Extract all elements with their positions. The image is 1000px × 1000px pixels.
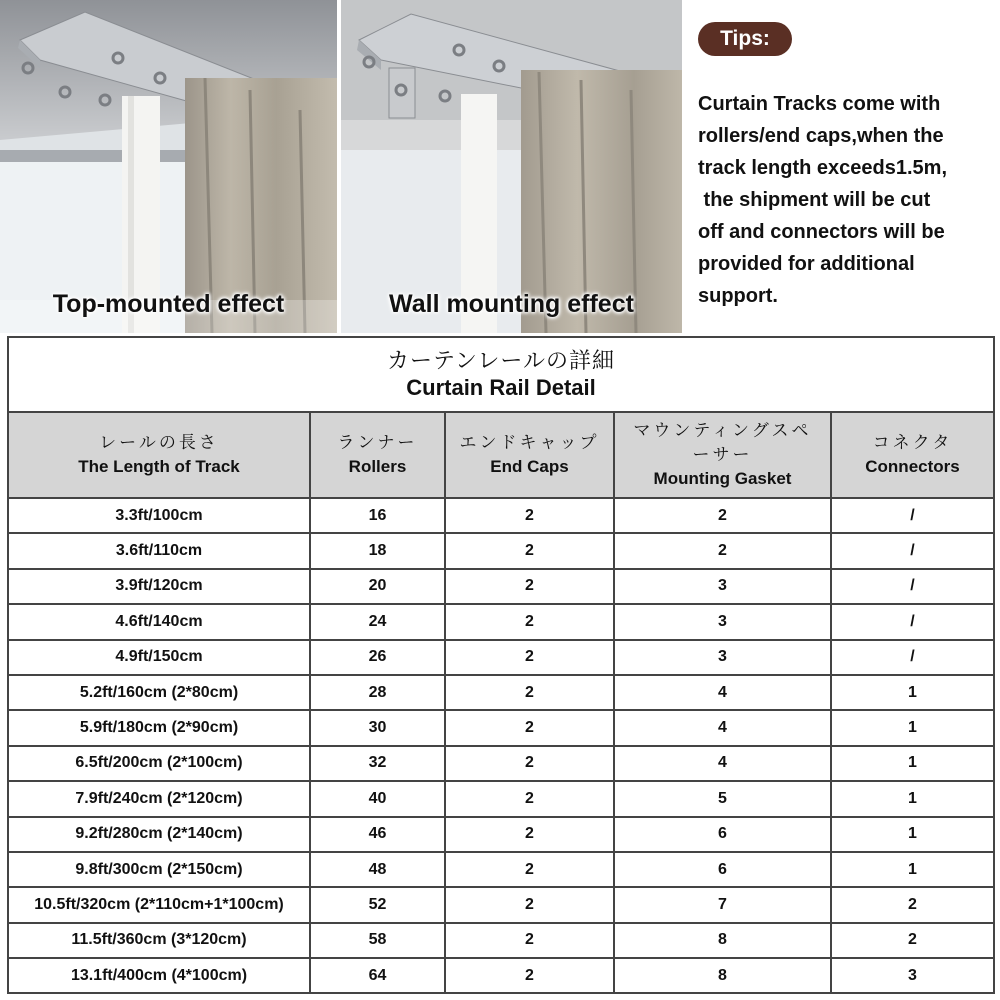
cell-end-caps: 2 [445, 569, 614, 604]
cell-track-length: 4.9ft/150cm [8, 640, 310, 675]
cell-connectors: / [831, 498, 994, 533]
top-mounted-photo [0, 0, 337, 333]
cell-connectors: 1 [831, 675, 994, 710]
cell-track-length: 10.5ft/320cm (2*110cm+1*100cm) [8, 887, 310, 922]
table-title [8, 337, 994, 412]
cell-rollers: 32 [310, 746, 445, 781]
wall-mounting-photo [341, 0, 682, 333]
cell-mounting-gasket: 5 [614, 781, 831, 816]
cell-connectors: 2 [831, 887, 994, 922]
tips-badge: Tips: [698, 22, 792, 56]
cell-end-caps: 2 [445, 817, 614, 852]
column-header-jp: レールの長さ [99, 433, 219, 452]
cell-end-caps: 2 [445, 852, 614, 887]
cell-rollers: 52 [310, 887, 445, 922]
cell-mounting-gasket: 4 [614, 675, 831, 710]
cell-end-caps: 2 [445, 675, 614, 710]
cell-connectors: / [831, 640, 994, 675]
table-row [8, 746, 994, 781]
column-header-jp: マウンティングスペーサー [633, 421, 812, 464]
table-row [8, 604, 994, 639]
cell-rollers: 46 [310, 817, 445, 852]
cell-connectors: 1 [831, 746, 994, 781]
cell-connectors: 2 [831, 923, 994, 958]
cell-end-caps: 2 [445, 604, 614, 639]
column-header-mounting-gasket [614, 412, 831, 498]
cell-track-length: 5.2ft/160cm (2*80cm) [8, 675, 310, 710]
table-row [8, 569, 994, 604]
column-header-en: Connectors [865, 457, 960, 476]
cell-mounting-gasket: 2 [614, 533, 831, 568]
cell-end-caps: 2 [445, 958, 614, 993]
cell-track-length: 13.1ft/400cm (4*100cm) [8, 958, 310, 993]
cell-end-caps: 2 [445, 710, 614, 745]
wall-mounting-caption: Wall mounting effect [389, 290, 634, 318]
table-row [8, 675, 994, 710]
cell-rollers: 48 [310, 852, 445, 887]
column-header-jp: エンドキャップ [459, 433, 600, 452]
wall-mounting-illustration [341, 0, 682, 333]
cell-mounting-gasket: 3 [614, 569, 831, 604]
table-row [8, 887, 994, 922]
tips-line: provided for additional [698, 253, 915, 275]
cell-end-caps: 2 [445, 533, 614, 568]
tips-line: Curtain Tracks come with [698, 93, 941, 115]
cell-rollers: 28 [310, 675, 445, 710]
cell-connectors: 1 [831, 852, 994, 887]
column-header-track-length [8, 412, 310, 498]
cell-end-caps: 2 [445, 923, 614, 958]
tips-line: off and connectors will be [698, 221, 945, 243]
cell-connectors: 1 [831, 710, 994, 745]
table-row [8, 958, 994, 993]
table-row [8, 498, 994, 533]
cell-end-caps: 2 [445, 746, 614, 781]
table-header-row [8, 412, 994, 498]
cell-mounting-gasket: 8 [614, 958, 831, 993]
tips-text [698, 88, 996, 312]
cell-mounting-gasket: 4 [614, 710, 831, 745]
cell-track-length: 3.9ft/120cm [8, 569, 310, 604]
cell-track-length: 3.3ft/100cm [8, 498, 310, 533]
cell-mounting-gasket: 2 [614, 498, 831, 533]
cell-rollers: 18 [310, 533, 445, 568]
cell-track-length: 9.8ft/300cm (2*150cm) [8, 852, 310, 887]
cell-track-length: 9.2ft/280cm (2*140cm) [8, 817, 310, 852]
table-body [8, 498, 994, 993]
cell-end-caps: 2 [445, 781, 614, 816]
column-header-en: Rollers [348, 457, 407, 476]
cell-rollers: 24 [310, 604, 445, 639]
table-row [8, 923, 994, 958]
cell-rollers: 20 [310, 569, 445, 604]
column-header-en: End Caps [490, 457, 569, 476]
cell-mounting-gasket: 7 [614, 887, 831, 922]
column-header-en: Mounting Gasket [653, 469, 792, 488]
tips-line: support. [698, 285, 778, 307]
column-header-end-caps [445, 412, 614, 498]
table-row [8, 817, 994, 852]
cell-end-caps: 2 [445, 887, 614, 922]
cell-rollers: 30 [310, 710, 445, 745]
cell-track-length: 4.6ft/140cm [8, 604, 310, 639]
cell-track-length: 5.9ft/180cm (2*90cm) [8, 710, 310, 745]
cell-mounting-gasket: 3 [614, 640, 831, 675]
cell-connectors: / [831, 533, 994, 568]
tips-line: track length exceeds1.5m, [698, 157, 948, 179]
table-row [8, 710, 994, 745]
cell-rollers: 58 [310, 923, 445, 958]
tips-line: the shipment will be cut [698, 189, 931, 211]
cell-connectors: / [831, 569, 994, 604]
cell-track-length: 11.5ft/360cm (3*120cm) [8, 923, 310, 958]
table-row [8, 533, 994, 568]
table-title-en: Curtain Rail Detail [406, 374, 596, 400]
cell-connectors: 1 [831, 781, 994, 816]
top-mounted-illustration [0, 0, 337, 333]
cell-connectors: / [831, 604, 994, 639]
curtain-rail-detail-table [7, 336, 995, 994]
cell-mounting-gasket: 6 [614, 817, 831, 852]
cell-rollers: 64 [310, 958, 445, 993]
tips-line: rollers/end caps,when the [698, 125, 944, 147]
cell-rollers: 16 [310, 498, 445, 533]
cell-track-length: 6.5ft/200cm (2*100cm) [8, 746, 310, 781]
cell-mounting-gasket: 6 [614, 852, 831, 887]
table-title-jp: カーテンレールの詳細 [387, 347, 615, 373]
column-header-jp: ランナー [337, 433, 418, 452]
cell-track-length: 3.6ft/110cm [8, 533, 310, 568]
cell-end-caps: 2 [445, 640, 614, 675]
column-header-jp: コネクタ [872, 433, 953, 452]
cell-rollers: 40 [310, 781, 445, 816]
table-row [8, 852, 994, 887]
cell-mounting-gasket: 8 [614, 923, 831, 958]
column-header-rollers [310, 412, 445, 498]
top-mounted-caption: Top-mounted effect [52, 290, 285, 318]
table-row [8, 640, 994, 675]
cell-mounting-gasket: 3 [614, 604, 831, 639]
cell-rollers: 26 [310, 640, 445, 675]
column-header-en: The Length of Track [78, 457, 240, 476]
table-row [8, 781, 994, 816]
cell-connectors: 3 [831, 958, 994, 993]
cell-mounting-gasket: 4 [614, 746, 831, 781]
cell-end-caps: 2 [445, 498, 614, 533]
cell-track-length: 7.9ft/240cm (2*120cm) [8, 781, 310, 816]
column-header-connectors [831, 412, 994, 498]
cell-connectors: 1 [831, 817, 994, 852]
